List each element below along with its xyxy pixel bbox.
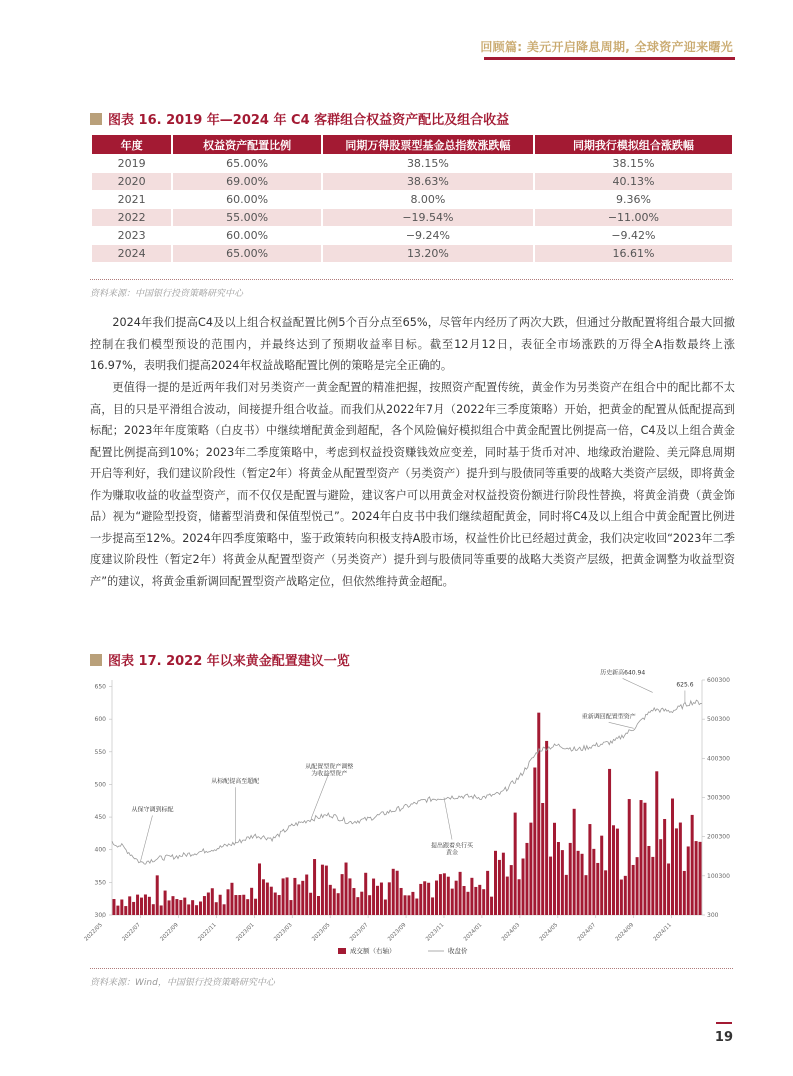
volume-bar xyxy=(183,898,186,915)
cell-fund-index: 38.63% xyxy=(323,173,533,190)
table-row xyxy=(92,245,732,262)
volume-bar xyxy=(360,892,363,915)
volume-bar xyxy=(679,823,682,915)
right-tick-label: 100300 xyxy=(707,872,730,880)
volume-bar xyxy=(234,895,237,915)
annotation-text: 重新调回配置型资产 xyxy=(581,713,636,721)
volume-bar xyxy=(317,896,320,915)
x-tick-label: 2023/07 xyxy=(349,922,370,943)
cell-year: 2022 xyxy=(92,209,171,226)
volume-bar xyxy=(632,865,635,915)
volume-bar xyxy=(168,900,171,915)
volume-bar xyxy=(671,799,674,915)
volume-bar xyxy=(297,884,300,915)
volume-bar xyxy=(486,871,489,915)
volume-bar xyxy=(411,892,414,915)
volume-bar xyxy=(541,803,544,915)
volume-bar xyxy=(175,899,178,915)
right-tick-label: 600300 xyxy=(707,677,730,684)
annotation-text: 从配置型资产调整 xyxy=(305,763,354,771)
annotation-leader xyxy=(444,798,452,840)
table-row xyxy=(92,227,732,244)
volume-bar xyxy=(341,874,344,915)
volume-bar xyxy=(179,900,182,915)
page-number: 19 xyxy=(714,1030,733,1045)
volume-bar xyxy=(372,879,375,915)
volume-bar xyxy=(333,889,336,915)
cell-model-portfolio: −11.00% xyxy=(535,209,732,226)
left-tick-label: 350 xyxy=(94,879,106,887)
figure16-title-text: 图表 16. 2019 年—2024 年 C4 客群组合权益资产配比及组合收益 xyxy=(108,113,510,128)
volume-bar xyxy=(608,769,611,915)
x-tick-label: 2024/01 xyxy=(462,922,484,943)
legend-volume-label: 成交额（右轴） xyxy=(350,947,396,955)
volume-bar xyxy=(482,889,485,915)
volume-bar xyxy=(415,899,418,915)
volume-bar xyxy=(309,893,312,915)
right-tick-label: 200300 xyxy=(707,833,730,841)
volume-bar xyxy=(195,905,198,915)
volume-bar xyxy=(478,885,481,915)
volume-bar xyxy=(368,895,371,915)
volume-bar xyxy=(423,881,426,915)
volume-bar xyxy=(345,863,348,915)
volume-bar xyxy=(655,771,658,915)
figure16-table xyxy=(90,134,734,263)
volume-bar xyxy=(337,893,340,915)
volume-bar xyxy=(577,851,580,915)
volume-bar xyxy=(136,895,139,915)
cell-equity-ratio: 60.00% xyxy=(173,227,321,244)
cell-model-portfolio: 16.61% xyxy=(535,245,732,262)
volume-bar xyxy=(112,899,115,915)
volume-bar xyxy=(581,854,584,915)
volume-bar xyxy=(293,878,296,915)
right-tick-label: 300300 xyxy=(707,794,730,802)
figure17-title-text: 图表 17. 2022 年以来黄金配置建议一览 xyxy=(108,654,350,669)
cell-equity-ratio: 69.00% xyxy=(173,173,321,190)
volume-bar xyxy=(171,896,174,915)
volume-bar xyxy=(545,741,548,915)
col-header-year: 年度 xyxy=(92,135,171,154)
volume-bar xyxy=(643,803,646,915)
table-header-row xyxy=(92,135,732,154)
x-tick-label: 2023/01 xyxy=(235,922,256,943)
annotation-leader xyxy=(140,815,152,861)
paragraph-1: 2024年我们提高C4及以上组合权益配置比例5个百分点至65%，尽管年内经历了两次大跌，但通过分散配置将组合最大回撤控制在我们模型预设的范围内，并最终达到了预期收益率目标。截至12月12日，表征全市场涨跌的万得全A指数最终上涨16.97%，表明我们提高2024年权益战略配置比例的策略是完全正确的。 xyxy=(90,316,735,372)
left-tick-label: 600 xyxy=(94,716,106,724)
annotation-leader xyxy=(609,722,634,728)
volume-bar xyxy=(191,900,194,915)
table-row xyxy=(92,173,732,190)
volume-bar xyxy=(305,875,308,915)
right-tick-label: 300 xyxy=(707,912,719,919)
figure16-title xyxy=(90,109,509,128)
col-header-fund-index: 同期万得股票型基金总指数涨跌幅 xyxy=(323,135,533,154)
table-row xyxy=(92,191,732,208)
volume-bar xyxy=(258,863,261,915)
annotation-leader xyxy=(623,678,653,692)
volume-bars xyxy=(112,713,701,915)
left-tick-label: 300 xyxy=(94,912,106,919)
volume-bar xyxy=(289,900,292,915)
annotation-text: 提出跟着央行买 xyxy=(430,842,474,850)
volume-bar xyxy=(199,902,202,915)
col-header-equity-ratio: 权益资产配置比例 xyxy=(173,135,321,154)
volume-bar xyxy=(549,857,552,915)
volume-bar xyxy=(384,899,387,915)
annotation-text: 从保守调到标配 xyxy=(131,806,174,814)
volume-bar xyxy=(691,815,694,915)
volume-bar xyxy=(164,891,167,915)
table-row xyxy=(92,155,732,172)
volume-bar xyxy=(557,842,560,915)
volume-bar xyxy=(699,842,702,915)
volume-bar xyxy=(427,883,430,915)
volume-bar xyxy=(400,888,403,915)
volume-bar xyxy=(348,878,351,915)
volume-bar xyxy=(246,899,249,915)
volume-bar xyxy=(675,828,678,915)
volume-bar xyxy=(207,893,210,915)
volume-bar xyxy=(439,874,442,915)
volume-bar xyxy=(211,888,214,915)
volume-bar xyxy=(628,799,631,915)
volume-bar xyxy=(553,823,556,915)
volume-bar xyxy=(203,896,206,915)
cell-fund-index: 38.15% xyxy=(323,155,533,172)
cell-year: 2021 xyxy=(92,191,171,208)
volume-bar xyxy=(278,895,281,915)
volume-bar xyxy=(321,865,324,915)
volume-bar xyxy=(380,883,383,915)
volume-bar xyxy=(266,883,269,915)
gold-price-chart xyxy=(83,669,735,962)
volume-bar xyxy=(683,871,686,915)
volume-bar xyxy=(152,904,155,915)
volume-bar xyxy=(592,849,595,915)
cell-year: 2019 xyxy=(92,155,171,172)
volume-bar xyxy=(533,768,536,915)
figure17-source: 资料来源：Wind，中国银行投资策略研究中心 xyxy=(90,978,275,988)
volume-bar xyxy=(588,824,591,915)
volume-bar xyxy=(584,875,587,915)
volume-bar xyxy=(262,879,265,915)
volume-bar xyxy=(274,893,277,915)
annotation-text: 从标配提高至超配 xyxy=(211,778,260,786)
volume-bar xyxy=(640,800,643,915)
volume-bar xyxy=(160,905,163,915)
volume-bar xyxy=(604,870,607,915)
volume-bar xyxy=(463,886,466,915)
volume-bar xyxy=(392,869,395,915)
volume-bar xyxy=(128,896,131,915)
volume-bar xyxy=(474,887,477,915)
volume-bar xyxy=(156,875,159,915)
volume-bar xyxy=(223,904,226,915)
annotation-text: 为收益型资产 xyxy=(311,770,348,778)
volume-bar xyxy=(470,878,473,915)
volume-bar xyxy=(498,860,501,915)
volume-bar xyxy=(270,887,273,915)
cell-fund-index: −19.54% xyxy=(323,209,533,226)
volume-bar xyxy=(116,906,119,915)
right-tick-label: 500300 xyxy=(707,716,730,724)
volume-bar xyxy=(447,877,450,915)
volume-bar xyxy=(419,884,422,915)
volume-bar xyxy=(250,888,253,915)
col-header-model-portfolio: 同期我行模拟组合涨跌幅 xyxy=(535,135,732,154)
volume-bar xyxy=(286,877,289,915)
volume-bar xyxy=(215,902,218,915)
volume-bar xyxy=(506,877,509,915)
volume-bar xyxy=(573,809,576,915)
volume-bar xyxy=(124,906,127,915)
volume-bar xyxy=(238,895,241,915)
left-tick-label: 400 xyxy=(94,846,106,854)
cell-equity-ratio: 55.00% xyxy=(173,209,321,226)
figure-square-icon xyxy=(90,654,102,666)
volume-bar xyxy=(352,888,355,915)
volume-bar xyxy=(466,892,469,915)
volume-bar xyxy=(565,875,568,915)
x-tick-label: 2022/09 xyxy=(159,922,180,943)
volume-bar xyxy=(612,825,615,915)
volume-bar xyxy=(230,883,233,915)
cell-equity-ratio: 65.00% xyxy=(173,155,321,172)
cell-model-portfolio: −9.42% xyxy=(535,227,732,244)
volume-bar xyxy=(227,889,230,915)
volume-bar xyxy=(242,895,245,915)
cell-year: 2024 xyxy=(92,245,171,262)
legend-volume-swatch xyxy=(338,948,346,954)
volume-bar xyxy=(490,897,493,915)
volume-bar xyxy=(435,881,438,915)
volume-bar xyxy=(301,881,304,915)
x-tick-label: 2022/07 xyxy=(121,922,142,943)
left-tick-label: 450 xyxy=(94,814,106,822)
annotation-text: 黄金 xyxy=(445,849,459,857)
volume-bar xyxy=(522,859,525,915)
left-tick-label: 550 xyxy=(94,748,106,756)
annotation-text: 625.6 xyxy=(676,681,694,689)
volume-bar xyxy=(120,899,123,915)
volume-bar xyxy=(502,853,505,915)
annotation-text: 历史新高640.94 xyxy=(600,669,646,677)
volume-bar xyxy=(396,871,399,915)
x-tick-label: 2023/05 xyxy=(311,922,332,943)
volume-bar xyxy=(510,865,513,915)
cell-model-portfolio: 40.13% xyxy=(535,173,732,190)
volume-bar xyxy=(325,866,328,915)
legend-close-label: 收盘价 xyxy=(448,947,468,955)
volume-bar xyxy=(687,846,690,915)
chart-legend xyxy=(338,946,468,955)
divider xyxy=(90,279,733,280)
figure-square-icon xyxy=(90,113,102,125)
volume-bar xyxy=(663,819,666,915)
volume-bar xyxy=(254,899,257,915)
volume-bar xyxy=(518,879,521,915)
left-tick-label: 500 xyxy=(94,781,106,789)
volume-bar xyxy=(514,813,517,915)
table-row xyxy=(92,209,732,226)
cell-equity-ratio: 65.00% xyxy=(173,245,321,262)
cell-equity-ratio: 60.00% xyxy=(173,191,321,208)
left-tick-label: 650 xyxy=(94,683,106,691)
volume-bar xyxy=(187,904,190,915)
volume-bar xyxy=(569,843,572,915)
annotation-leader xyxy=(311,772,329,818)
volume-bar xyxy=(455,881,458,915)
cell-year: 2020 xyxy=(92,173,171,190)
divider xyxy=(90,968,733,969)
x-tick-label: 2024/07 xyxy=(576,922,598,943)
x-tick-label: 2024/05 xyxy=(538,922,560,943)
volume-bar xyxy=(376,886,379,915)
volume-bar xyxy=(356,897,359,915)
volume-bar xyxy=(667,863,670,915)
volume-bar xyxy=(451,889,454,915)
volume-bar xyxy=(148,897,151,915)
paragraph-2: 更值得一提的是近两年我们对另类资产一黄金配置的精准把握，按照资产配置传统，黄金作为另类资产在组合中的配比都不太高，目的只是平滑组合波动，间接提升组合收益。而我们从2022年7月（2022年三季度策略）开始，把黄金的配置从低配提高到标配；2023年年度策略（白皮书）中继续增配黄金到超配，各个风险偏好模拟组合中黄金配置比例提高一倍，C4及以上组合黄金配置比例提高到10%；2023年二季度策略中，考虑到权益投资赚钱效应变差，同时基于货币对冲、地缘政治避险、美元降息周期开启等利好，我们建议阶段性（暂定2年）将黄金从配置型资产（另类资产）提升到与股债同等重要的战略大类资产层级，即将黄金作为赚取收益的收益型资产，而不仅仅是配置与避险，建议客户可以用黄金对权益投资份额进行阶段性替换，将黄金消费（黄金饰品）视为“避险型投资，储蓄型消费和保值型悦己”。2024年白皮书中我们继续超配黄金，同时将C4及以上组合中黄金配置比例进一步提高至12%。2024年四季度策略中，鉴于政策转向积极支持A股市场，权益性价比已经超过黄金，我们决定收回“2023年二季度建议阶段性（暂定2年）将黄金从配置型资产（另类资产）提升到与股债同等重要的战略大类资产层级，把黄金调整为收益型资产”的建议，将黄金重新调回配置型资产战略定位，但依然维持黄金超配。 xyxy=(90,381,735,588)
volume-bar xyxy=(525,843,528,915)
cell-year: 2023 xyxy=(92,227,171,244)
volume-bar xyxy=(659,839,662,915)
footer-rule xyxy=(716,1022,732,1024)
volume-bar xyxy=(140,898,143,915)
x-tick-label: 2024/09 xyxy=(614,922,636,943)
x-tick-label: 2024/03 xyxy=(500,922,522,943)
volume-bar xyxy=(219,895,222,915)
volume-bar xyxy=(313,859,316,915)
figure16-source: 资料来源：中国银行投资策略研究中心 xyxy=(90,289,244,299)
volume-bar xyxy=(407,895,410,915)
x-tick-label: 2023/03 xyxy=(273,922,294,943)
volume-bar xyxy=(443,873,446,915)
cell-model-portfolio: 9.36% xyxy=(535,191,732,208)
volume-bar xyxy=(529,823,532,915)
header-rule xyxy=(484,57,735,60)
volume-bar xyxy=(537,713,540,915)
figure17-title xyxy=(90,650,350,669)
volume-bar xyxy=(695,841,698,915)
volume-bar xyxy=(636,857,639,915)
volume-bar xyxy=(388,882,391,915)
volume-bar xyxy=(144,894,147,915)
cell-fund-index: 8.00% xyxy=(323,191,533,208)
x-tick-label: 2022/11 xyxy=(197,922,218,943)
volume-bar xyxy=(596,863,599,915)
volume-bar xyxy=(620,880,623,915)
volume-bar xyxy=(651,857,654,915)
cell-model-portfolio: 38.15% xyxy=(535,155,732,172)
x-tick-label: 2024/11 xyxy=(652,922,674,943)
x-tick-label: 2023/09 xyxy=(387,922,408,943)
volume-bar xyxy=(616,829,619,915)
volume-bar xyxy=(404,895,407,915)
x-tick-label: 2023/11 xyxy=(425,922,446,943)
right-tick-label: 400300 xyxy=(707,755,730,763)
volume-bar xyxy=(624,876,627,915)
volume-bar xyxy=(600,836,603,915)
header-title: 回顾篇: 美元开启降息周期, 全球资产迎来曙光 xyxy=(480,40,733,54)
volume-bar xyxy=(459,872,462,915)
cell-fund-index: 13.20% xyxy=(323,245,533,262)
volume-bar xyxy=(431,897,434,915)
volume-bar xyxy=(329,885,332,915)
cell-fund-index: −9.24% xyxy=(323,227,533,244)
volume-bar xyxy=(561,850,564,915)
volume-bar xyxy=(132,902,135,915)
x-tick-label: 2022/05 xyxy=(83,922,104,943)
volume-bar xyxy=(282,878,285,915)
volume-bar xyxy=(494,851,497,915)
volume-bar xyxy=(364,873,367,915)
volume-bar xyxy=(647,846,650,915)
